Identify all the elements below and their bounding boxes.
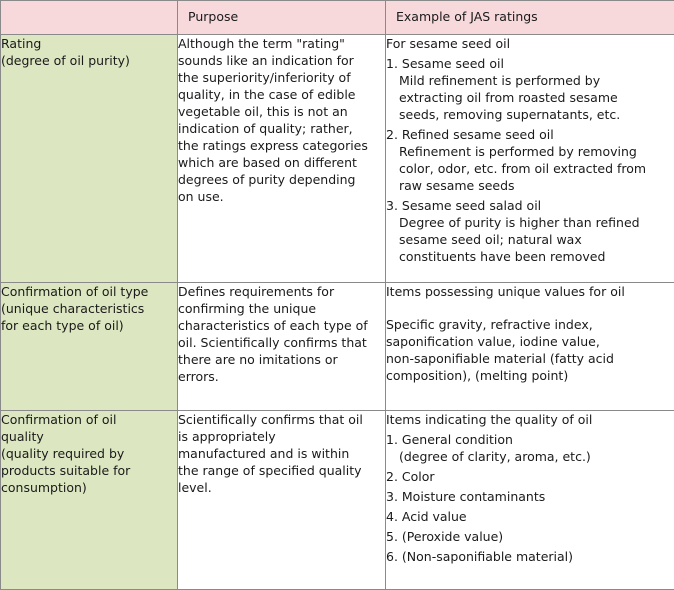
header-empty-cell xyxy=(1,1,178,35)
purpose-line: which are based on different xyxy=(178,155,357,170)
example-line: saponification value, iodine value, xyxy=(386,334,600,349)
list-item xyxy=(386,431,674,465)
item-desc: Degree of purity is higher than refined xyxy=(399,215,640,230)
item-desc: Mild refinement is performed by xyxy=(399,73,601,88)
list-item xyxy=(386,197,674,265)
example-line: non-saponifiable material (fatty acid xyxy=(386,351,614,366)
list-item xyxy=(386,55,674,123)
spacer xyxy=(386,300,674,316)
label-line: for each type of oil) xyxy=(1,318,124,333)
example-cell xyxy=(386,411,674,590)
purpose-line: the range of specified quality xyxy=(178,463,362,478)
label-line: Rating xyxy=(1,36,42,51)
purpose-line: is appropriately xyxy=(178,429,276,444)
purpose-line: Scientifically confirms that oil xyxy=(178,412,363,427)
label-line: products suitable for xyxy=(1,463,131,478)
purpose-line: characteristics of each type of xyxy=(178,318,368,333)
list-item xyxy=(386,528,674,545)
row-label xyxy=(1,411,178,590)
purpose-line: manufactured and is within xyxy=(178,446,350,461)
purpose-line: vegetable oil, this is not an xyxy=(178,104,348,119)
row-label xyxy=(1,35,178,283)
item-desc: extracting oil from roasted sesame xyxy=(399,90,618,105)
purpose-line: the superiority/inferiority of xyxy=(178,70,351,85)
item-desc: (degree of clarity, aroma, etc.) xyxy=(399,449,591,464)
purpose-line: Although the term "rating" xyxy=(178,36,345,51)
purpose-line: Defines requirements for xyxy=(178,284,335,299)
list-item xyxy=(386,508,674,525)
item-desc: constituents have been removed xyxy=(399,249,606,264)
item-title: 6. (Non-saponifiable material) xyxy=(386,549,574,564)
purpose-line: errors. xyxy=(178,369,219,384)
table-row-oil-quality xyxy=(1,411,674,590)
list-item xyxy=(386,548,674,565)
purpose-line: confirming the unique xyxy=(178,301,317,316)
item-title: 3. Moisture contaminants xyxy=(386,489,546,504)
purpose-cell xyxy=(178,283,386,411)
label-line: (degree of oil purity) xyxy=(1,53,130,68)
purpose-line: indication of quality; rather, xyxy=(178,121,353,136)
list-item xyxy=(386,468,674,485)
example-cell xyxy=(386,283,674,411)
label-line: quality xyxy=(1,429,44,444)
example-cell xyxy=(386,35,674,283)
label-line: Confirmation of oil type xyxy=(1,284,149,299)
item-desc: color, odor, etc. from oil extracted from xyxy=(399,161,647,176)
purpose-cell xyxy=(178,411,386,590)
purpose-cell xyxy=(178,35,386,283)
row-label xyxy=(1,283,178,411)
example-intro: For sesame seed oil xyxy=(386,36,511,51)
purpose-line: on use. xyxy=(178,189,224,204)
header-example: Example of JAS ratings xyxy=(386,1,674,35)
purpose-line: oil. Scientifically confirms that xyxy=(178,335,367,350)
table-row-rating xyxy=(1,35,674,283)
label-line: (unique characteristics xyxy=(1,301,145,316)
item-title: 2. Color xyxy=(386,469,435,484)
item-desc: sesame seed oil; natural wax xyxy=(399,232,582,247)
item-desc: raw sesame seeds xyxy=(399,178,515,193)
item-title: 3. Sesame seed salad oil xyxy=(386,198,542,213)
label-line: Confirmation of oil xyxy=(1,412,117,427)
header-purpose: Purpose xyxy=(178,1,386,35)
item-title: 5. (Peroxide value) xyxy=(386,529,504,544)
list-item xyxy=(386,488,674,505)
header-row xyxy=(1,1,674,35)
label-line: (quality required by xyxy=(1,446,125,461)
item-title: 2. Refined sesame seed oil xyxy=(386,127,554,142)
label-line: consumption) xyxy=(1,480,87,495)
purpose-line: quality, in the case of edible xyxy=(178,87,356,102)
purpose-line: level. xyxy=(178,480,212,495)
purpose-line: sounds like an indication for xyxy=(178,53,354,68)
item-title: 4. Acid value xyxy=(386,509,467,524)
list-item xyxy=(386,126,674,194)
item-title: 1. Sesame seed oil xyxy=(386,56,504,71)
purpose-line: the ratings express categories xyxy=(178,138,368,153)
example-intro: Items indicating the quality of oil xyxy=(386,412,593,427)
example-line: Specific gravity, refractive index, xyxy=(386,317,593,332)
item-desc: Refinement is performed by removing xyxy=(399,144,637,159)
table-row-oil-type xyxy=(1,283,674,411)
item-desc: seeds, removing supernatants, etc. xyxy=(399,107,621,122)
item-title: 1. General condition xyxy=(386,432,513,447)
purpose-line: degrees of purity depending xyxy=(178,172,356,187)
example-intro: Items possessing unique values for oil xyxy=(386,284,625,299)
example-line: composition), (melting point) xyxy=(386,368,569,383)
purpose-line: there are no imitations or xyxy=(178,352,338,367)
